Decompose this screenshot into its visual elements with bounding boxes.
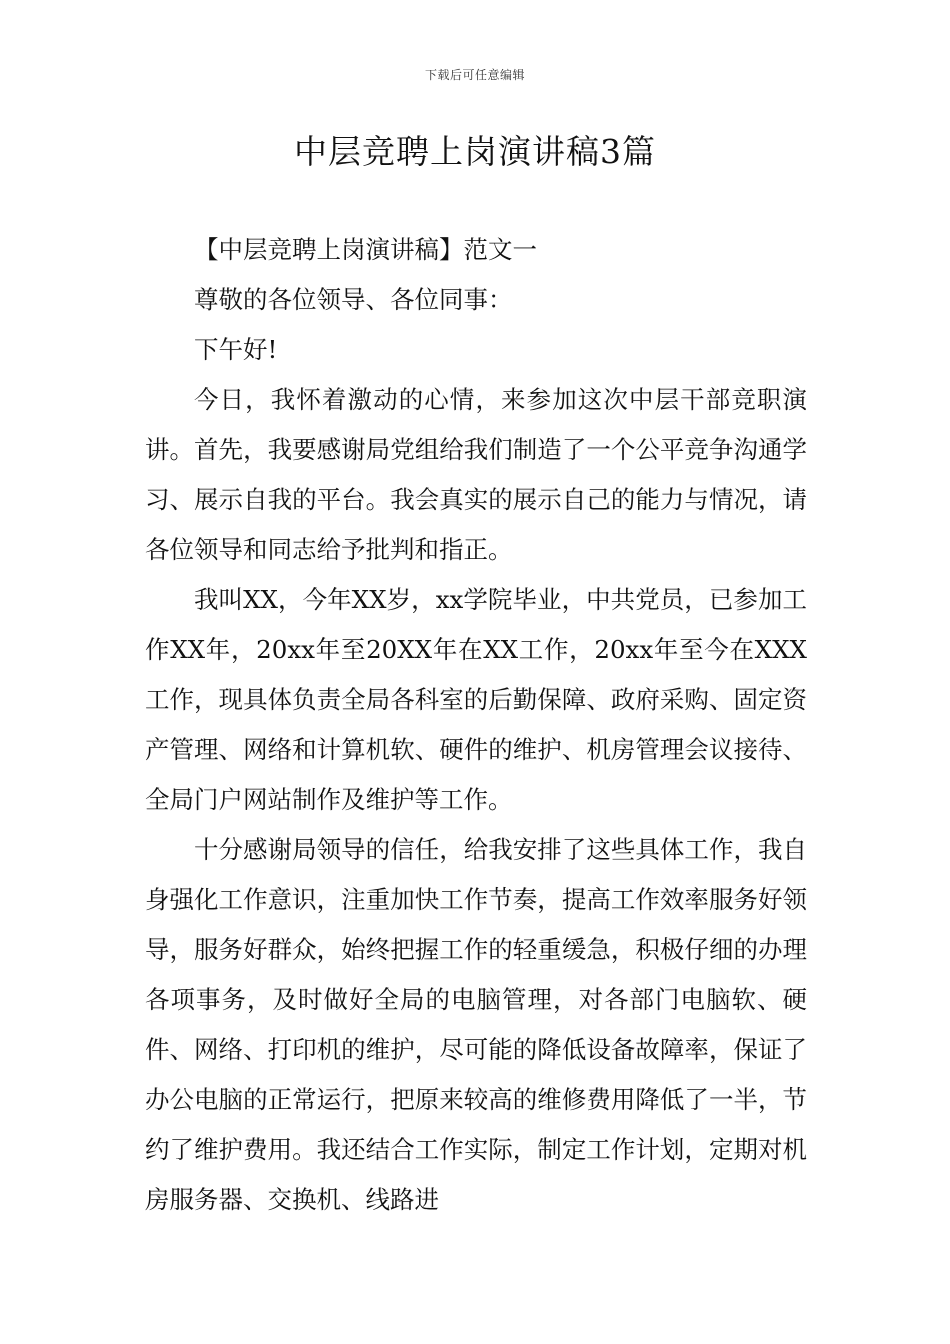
section-heading: 【中层竞聘上岗演讲稿】范文一: [194, 235, 537, 264]
document-title: 中层竞聘上岗演讲稿3篇: [294, 132, 656, 171]
paragraph-self-introduction: 我叫XX，今年XX岁，xx学院毕业，中共党员，已参加工作XX年，20xx年至20XX年在XX工作，20xx年至今在XXX工作，现具体负责全局各科室的后勤保障、政府采购、固定资产管理、网络和计算机软、硬件的维护、机房管理会议接待、全局门户网站制作及维护等工作。: [145, 585, 807, 814]
document-body: [145, 225, 807, 1225]
greeting: 下午好!: [194, 335, 278, 364]
header-note: 下载后可任意编辑: [424, 68, 525, 82]
paragraph-work-summary: 十分感谢局领导的信任，给我安排了这些具体工作，我自身强化工作意识，注重加快工作节奏，提高工作效率服务好领导，服务好群众，始终把握工作的轻重缓急，积极仔细的办理各项事务，及时做好全局的电脑管理，对各部门电脑软、硬件、网络、打印机的维护，尽可能的降低设备故障率，保证了办公电脑的正常运行，把原来较高的维修费用降低了一半，节约了维护费用。我还结合工作实际，制定工作计划，定期对机房服务器、交换机、线路进: [145, 835, 807, 1214]
salutation: 尊敬的各位领导、各位同事：: [194, 285, 513, 314]
paragraph-intro: 今日，我怀着激动的心情，来参加这次中层干部竞职演讲。首先，我要感谢局党组给我们制造了一个公平竞争沟通学习、展示自我的平台。我会真实的展示自己的能力与情况，请各位领导和同志给予批判和指正。: [145, 385, 807, 564]
